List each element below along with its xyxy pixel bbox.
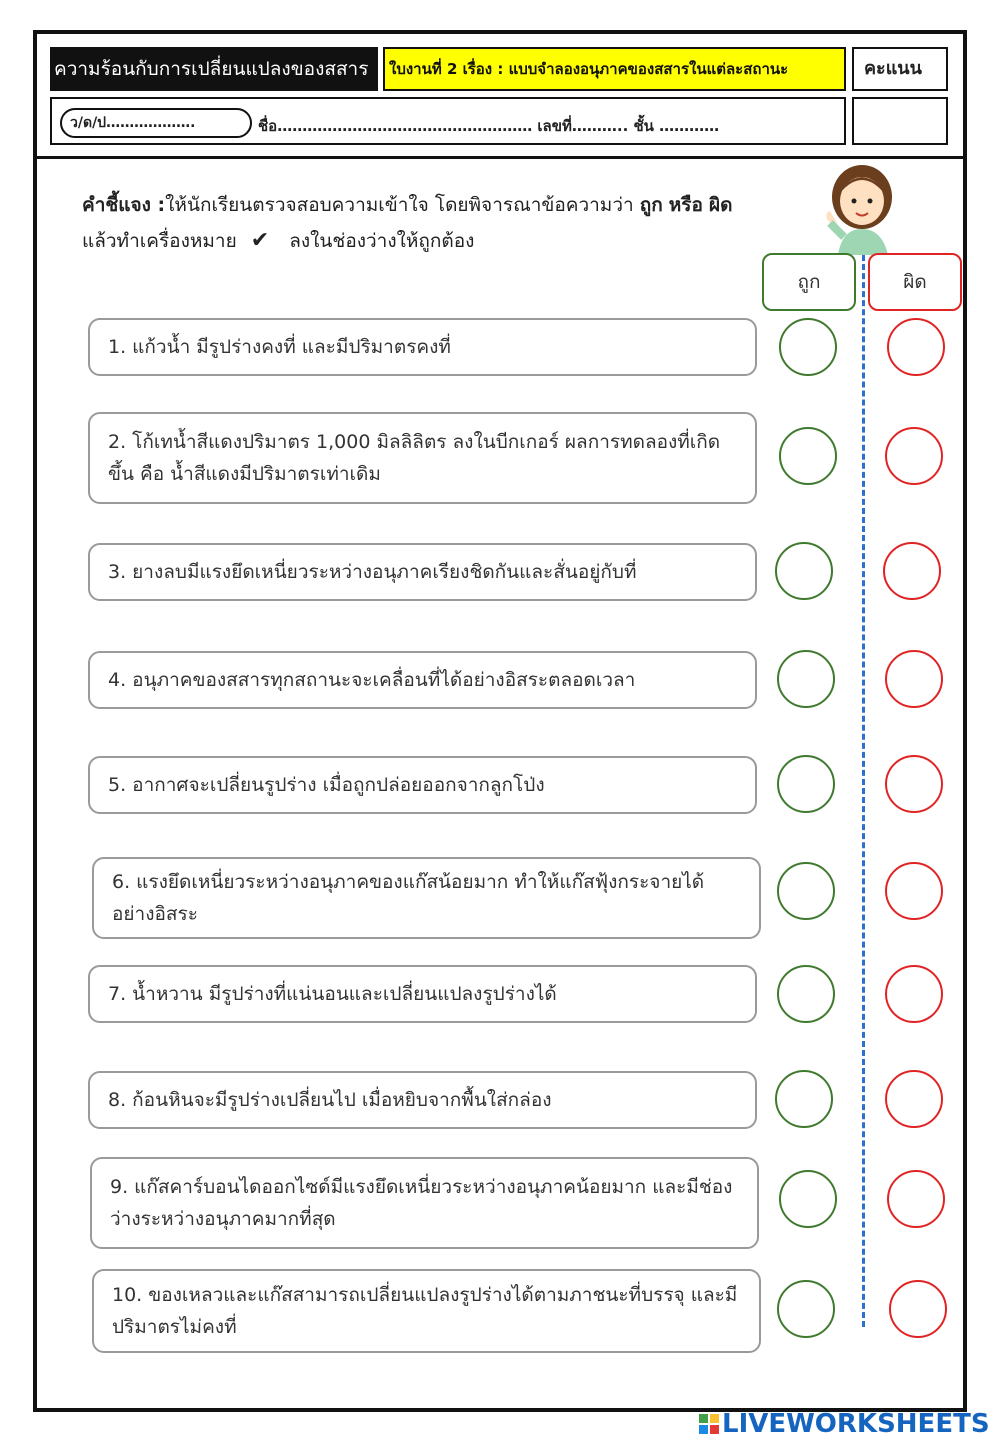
instructions-line2-part1: แล้วทำเครื่องหมาย	[82, 230, 237, 252]
question-2-true-circle[interactable]	[779, 427, 837, 485]
true-word: ถูก	[639, 194, 663, 216]
false-column-header: ผิด	[868, 253, 962, 311]
brand-text: LIVEWORKSHEETS	[722, 1409, 990, 1439]
false-word: ผิด	[708, 194, 733, 216]
worksheet-title: ใบงานที่ 2 เรื่อง : แบบจำลองอนุภาคของสสารในแต่ละสถานะ	[383, 47, 846, 91]
instructions-label: คำชี้แจง :	[82, 194, 166, 216]
question-7-false-circle[interactable]	[885, 965, 943, 1023]
or-word: หรือ	[668, 194, 703, 216]
question-1-true-circle[interactable]	[779, 318, 837, 376]
question-6-false-circle[interactable]	[885, 862, 943, 920]
question-4-true-circle[interactable]	[777, 650, 835, 708]
question-10-false-circle[interactable]	[889, 1280, 947, 1338]
column-divider	[862, 255, 865, 1327]
date-field[interactable]: ว/ด/ป……………….	[60, 108, 252, 138]
question-3-statement: 3. ยางลบมีแรงยึดเหนี่ยวระหว่างอนุภาคเรียงชิดกันและสั่นอยู่กับที่	[88, 543, 757, 601]
question-5-true-circle[interactable]	[777, 755, 835, 813]
instructions-line-2	[82, 226, 474, 256]
liveworksheets-logo	[698, 1409, 990, 1439]
score-label: คะแนน	[852, 47, 948, 91]
question-7-statement: 7. น้ำหวาน มีรูปร่างที่แน่นอนและเปลี่ยนแปลงรูปร่างได้	[88, 965, 757, 1023]
question-7-true-circle[interactable]	[777, 965, 835, 1023]
question-10-true-circle[interactable]	[777, 1280, 835, 1338]
student-name-line[interactable]: ชื่อ…………………………………………… เลขที่……….. ชั้น …………	[258, 117, 720, 135]
topic-title: ความร้อนกับการเปลี่ยนแปลงของสสาร	[50, 47, 378, 91]
question-4-false-circle[interactable]	[885, 650, 943, 708]
question-9-true-circle[interactable]	[779, 1170, 837, 1228]
question-8-false-circle[interactable]	[885, 1070, 943, 1128]
question-8-statement: 8. ก้อนหินจะมีรูปร่างเปลี่ยนไป เมื่อหยิบจากพื้นใส่กล่อง	[88, 1071, 757, 1129]
question-9-false-circle[interactable]	[887, 1170, 945, 1228]
question-3-false-circle[interactable]	[883, 542, 941, 600]
question-5-statement: 5. อากาศจะเปลี่ยนรูปร่าง เมื่อถูกปล่อยออกจากลูกโป่ง	[88, 756, 757, 814]
instructions-line2-part2: ลงในช่องว่างให้ถูกต้อง	[289, 230, 475, 252]
instructions-text: ให้นักเรียนตรวจสอบความเข้าใจ โดยพิจารณาข้อความว่า	[165, 194, 634, 216]
true-column-header: ถูก	[762, 253, 856, 311]
question-6-true-circle[interactable]	[777, 862, 835, 920]
question-3-true-circle[interactable]	[775, 542, 833, 600]
liveworksheets-logo-icon	[698, 1413, 720, 1435]
question-4-statement: 4. อนุภาคของสสารทุกสถานะจะเคลื่อนที่ได้อย่างอิสระตลอดเวลา	[88, 651, 757, 709]
score-box[interactable]	[852, 97, 948, 145]
question-6-statement: 6. แรงยึดเหนี่ยวระหว่างอนุภาคของแก๊สน้อยมาก ทำให้แก๊สฟุ้งกระจายได้อย่างอิสระ	[92, 857, 761, 939]
question-5-false-circle[interactable]	[885, 755, 943, 813]
question-1-statement: 1. แก้วน้ำ มีรูปร่างคงที่ และมีปริมาตรคงที่	[88, 318, 757, 376]
question-10-statement: 10. ของเหลวและแก๊สสามารถเปลี่ยนแปลงรูปร่างได้ตามภาชนะที่บรรจุ และมีปริมาตรไม่คงที่	[92, 1269, 761, 1353]
instructions-line-1	[82, 190, 732, 220]
teacher-cartoon-icon	[818, 163, 896, 255]
question-2-false-circle[interactable]	[885, 427, 943, 485]
question-9-statement: 9. แก๊สคาร์บอนไดออกไซด์มีแรงยึดเหนี่ยวระหว่างอนุภาคน้อยมาก และมีช่องว่างระหว่างอนุภาคมากที่สุด	[90, 1157, 759, 1249]
question-1-false-circle[interactable]	[887, 318, 945, 376]
question-2-statement: 2. โก้เทน้ำสีแดงปริมาตร 1,000 มิลลิลิตร ลงในบีกเกอร์ ผลการทดลองที่เกิดขึ้น คือ น้ำสีแดงมีปริมาตรเท่าเดิม	[88, 412, 757, 504]
header-divider	[33, 156, 967, 159]
check-mark-icon: ✔	[250, 228, 270, 253]
question-8-true-circle[interactable]	[775, 1070, 833, 1128]
